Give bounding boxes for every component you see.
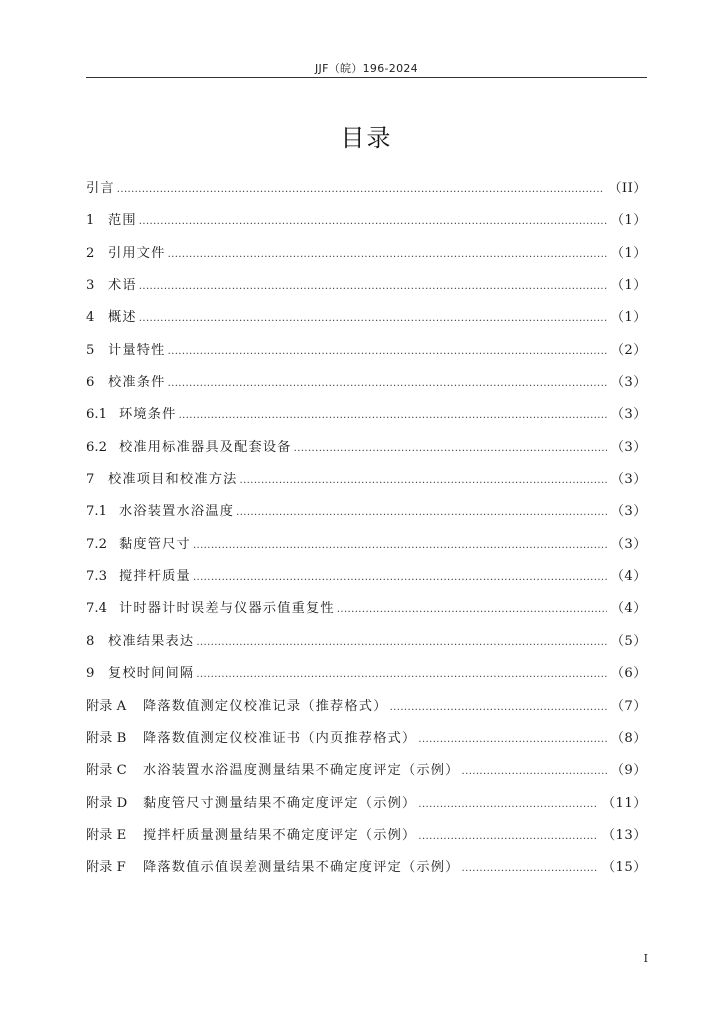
dot-leader — [179, 410, 607, 421]
toc-entry-appendix-e[interactable] — [86, 824, 647, 856]
toc-entry-number: 1 — [86, 213, 95, 229]
toc-entry-label: 水浴装置水浴温度 — [119, 504, 235, 520]
toc-entry-label: 引用文件 — [108, 245, 166, 261]
toc-entry-page: （9） — [610, 763, 647, 779]
toc-entry-7-2[interactable] — [86, 533, 647, 565]
toc-entry-label: 引言 — [86, 181, 115, 196]
toc-entry-number: 6.2 — [86, 439, 107, 455]
toc-entry-6-1[interactable] — [86, 403, 647, 435]
running-header: JJF（皖）196-2024 — [315, 62, 418, 75]
dot-leader — [294, 443, 607, 454]
toc-entry-label: 环境条件 — [119, 407, 177, 423]
toc-entry-7[interactable] — [86, 468, 647, 500]
dot-leader — [236, 507, 607, 518]
dot-leader — [193, 572, 607, 583]
toc-entry-page: （1） — [610, 213, 647, 229]
toc-entry-5[interactable] — [86, 339, 647, 371]
toc-entry-8[interactable] — [86, 630, 647, 662]
dot-leader — [139, 216, 607, 227]
toc-entry-page: （8） — [610, 730, 647, 746]
toc-entry-page: （1） — [610, 310, 647, 326]
toc-entry-page: （1） — [610, 278, 647, 294]
dot-leader — [139, 281, 607, 292]
toc-entry-number: 7.1 — [86, 504, 107, 520]
toc-entry-page: （3） — [610, 407, 647, 423]
toc-entry-number: 8 — [86, 633, 95, 649]
header-rule — [86, 77, 647, 78]
toc-entry-appendix-c[interactable] — [86, 759, 647, 791]
toc-entry-number: 7 — [86, 472, 95, 488]
dot-leader — [168, 249, 607, 260]
toc-entry-number: 附录 D — [86, 795, 128, 811]
toc-entry-appendix-b[interactable] — [86, 727, 647, 759]
toc-entry-appendix-a[interactable] — [86, 695, 647, 727]
toc-entry-page: （4） — [610, 601, 647, 617]
toc-entry-page: （3） — [610, 536, 647, 552]
toc-entry-page: （II） — [608, 181, 647, 196]
toc-entry-label: 降落数值示值误差测量结果不确定度评定（示例） — [143, 860, 460, 876]
toc-entry-9[interactable] — [86, 662, 647, 694]
toc-entry-3[interactable] — [86, 274, 647, 306]
toc-entry-number: 5 — [86, 342, 95, 358]
toc-entry-label: 水浴装置水浴温度测量结果不确定度评定（示例） — [143, 763, 460, 779]
toc-entry-page: （3） — [610, 504, 647, 520]
dot-leader — [462, 766, 607, 777]
toc-entry-label: 概述 — [108, 310, 137, 326]
toc-entry-number: 7.3 — [86, 569, 107, 585]
dot-leader — [196, 637, 606, 648]
toc-entry-page: （7） — [610, 698, 647, 714]
toc-entry-6[interactable] — [86, 371, 647, 403]
toc-entry-label: 校准结果表达 — [108, 633, 195, 649]
toc-entry-label: 校准用标准器具及配套设备 — [119, 439, 292, 455]
toc-entry-label: 计时器计时误差与仪器示值重复性 — [119, 601, 335, 617]
dot-leader — [168, 378, 607, 389]
page-number: I — [643, 952, 648, 965]
toc-entry-number: 7.2 — [86, 536, 107, 552]
toc-entry-label: 降落数值测定仪校准记录（推荐格式） — [143, 698, 388, 714]
dot-leader — [240, 475, 607, 486]
toc-entry-number: 附录 B — [86, 730, 127, 746]
toc-entry-page: （11） — [601, 795, 647, 811]
toc-entry-label: 黏度管尺寸测量结果不确定度评定（示例） — [143, 795, 417, 811]
toc-entry-appendix-d[interactable] — [86, 792, 647, 824]
toc-entry-page: （13） — [601, 827, 647, 843]
toc-entry-page: （15） — [601, 860, 647, 876]
toc-entry-1[interactable] — [86, 209, 647, 241]
toc-entry-page: （6） — [610, 666, 647, 682]
toc-entry-introduction[interactable] — [86, 177, 647, 209]
toc-entry-number: 4 — [86, 310, 95, 326]
toc-entry-label: 校准条件 — [108, 375, 166, 391]
dot-leader — [196, 669, 606, 680]
toc-entry-number: 2 — [86, 245, 95, 261]
toc-entry-page: （5） — [610, 633, 647, 649]
toc-entry-number: 6 — [86, 375, 95, 391]
toc-entry-page: （1） — [610, 245, 647, 261]
toc-entry-page: （4） — [610, 569, 647, 585]
dot-leader — [418, 799, 597, 810]
toc-entry-7-4[interactable] — [86, 597, 647, 629]
toc-entry-number: 7.4 — [86, 601, 107, 617]
toc-entry-label: 校准项目和校准方法 — [108, 472, 238, 488]
toc-entry-7-1[interactable] — [86, 500, 647, 532]
toc-entry-appendix-f[interactable] — [86, 856, 647, 888]
toc-entry-number: 附录 A — [86, 698, 127, 714]
dot-leader — [168, 346, 607, 357]
dot-leader — [418, 734, 606, 745]
toc-entry-6-2[interactable] — [86, 436, 647, 468]
toc-entry-2[interactable] — [86, 242, 647, 274]
toc-entry-number: 6.1 — [86, 407, 107, 423]
toc-entry-number: 附录 C — [86, 763, 127, 779]
dot-leader — [337, 604, 607, 615]
toc-entry-label: 术语 — [108, 278, 137, 294]
dot-leader — [390, 702, 607, 713]
table-of-contents — [86, 177, 647, 889]
dot-leader — [117, 184, 604, 195]
toc-entry-4[interactable] — [86, 306, 647, 338]
toc-entry-number: 附录 F — [86, 860, 126, 876]
page-title: 目录 — [340, 124, 393, 152]
toc-entry-page: （3） — [610, 375, 647, 391]
toc-entry-7-3[interactable] — [86, 565, 647, 597]
dot-leader — [193, 540, 607, 551]
toc-entry-label: 降落数值测定仪校准证书（内页推荐格式） — [143, 730, 417, 746]
toc-entry-label: 黏度管尺寸 — [119, 536, 191, 552]
toc-entry-number: 9 — [86, 666, 95, 682]
dot-leader — [139, 313, 607, 324]
toc-entry-label: 范围 — [108, 213, 137, 229]
toc-entry-label: 搅拌杆质量测量结果不确定度评定（示例） — [143, 827, 417, 843]
toc-entry-number: 3 — [86, 278, 95, 294]
toc-entry-label: 复校时间间隔 — [108, 666, 195, 682]
toc-entry-label: 计量特性 — [108, 342, 166, 358]
toc-entry-number: 附录 E — [86, 827, 127, 843]
toc-entry-page: （3） — [610, 472, 647, 488]
dot-leader — [418, 831, 597, 842]
toc-entry-page: （3） — [610, 439, 647, 455]
dot-leader — [462, 863, 598, 874]
toc-entry-label: 搅拌杆质量 — [119, 569, 191, 585]
toc-entry-page: （2） — [610, 342, 647, 358]
